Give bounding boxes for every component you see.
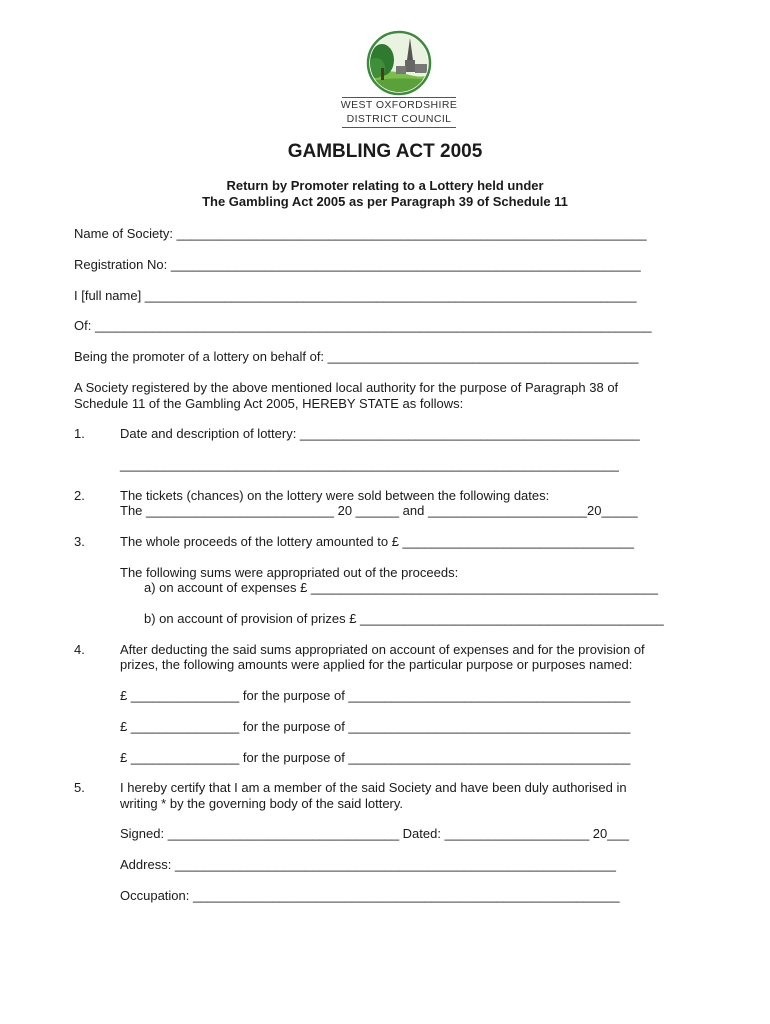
certification-line1: I hereby certify that I am a member of the said Society and have been duly authorised in xyxy=(120,780,627,795)
promoter-field[interactable]: Being the promoter of a lottery on behalf of: ___________________________________________ xyxy=(74,349,639,364)
item-number-1: 1. xyxy=(74,426,85,441)
statement-line2: Schedule 11 of the Gambling Act 2005, HEREBY STATE as follows: xyxy=(74,396,464,411)
council-emblem-icon xyxy=(366,30,432,96)
purpose-amount-field-1[interactable]: £ _______________ for the purpose of _______________________________________ xyxy=(120,688,631,703)
page-title: GAMBLING ACT 2005 xyxy=(287,141,483,162)
society-name-field[interactable]: Name of Society: _________________________________________________________________ xyxy=(74,226,647,241)
whole-proceeds-field[interactable]: The whole proceeds of the lottery amounted to £ ________________________________ xyxy=(120,534,634,549)
council-logo xyxy=(340,30,458,128)
ticket-dates-field[interactable]: The __________________________ 20 ______ and ______________________20_____ xyxy=(120,503,638,518)
statement-line1: A Society registered by the above mentioned local authority for the purpose of Paragraph 38 of xyxy=(74,380,619,395)
logo-text-line2: DISTRICT COUNCIL xyxy=(346,113,452,125)
logo-divider-bottom xyxy=(342,127,456,128)
address-of-field[interactable]: Of: _____________________________________________________________________________ xyxy=(74,318,652,333)
certification-line2: writing * by the governing body of the said lottery. xyxy=(120,796,404,811)
subtitle-line1: Return by Promoter relating to a Lottery held under xyxy=(226,178,544,193)
deduction-text-line2: prizes, the following amounts were applied for the particular purpose or purposes named: xyxy=(120,657,633,672)
tickets-sold-text: The tickets (chances) on the lottery were sold between the following dates: xyxy=(120,488,550,503)
signatory-address-field[interactable]: Address: _____________________________________________________________ xyxy=(120,857,616,872)
lottery-description-field[interactable]: Date and description of lottery: _______________________________________________ xyxy=(120,426,640,441)
registration-no-field[interactable]: Registration No: _________________________________________________________________ xyxy=(74,257,641,272)
lottery-description-continued[interactable]: _____________________________________________________________________ xyxy=(120,457,619,472)
expenses-field[interactable]: a) on account of expenses £ ________________________________________________ xyxy=(144,580,658,595)
purpose-amount-field-2[interactable]: £ _______________ for the purpose of _______________________________________ xyxy=(120,719,631,734)
deduction-text-line1: After deducting the said sums appropriated on account of expenses and for the provision of xyxy=(120,642,645,657)
purpose-amount-field-3[interactable]: £ _______________ for the purpose of _______________________________________ xyxy=(120,750,631,765)
logo-text-line1: WEST OXFORDSHIRE xyxy=(340,99,458,111)
signed-dated-field[interactable]: Signed: ________________________________ Dated: ____________________ 20___ xyxy=(120,826,629,841)
item-number-2: 2. xyxy=(74,488,85,503)
occupation-field[interactable]: Occupation: ___________________________________________________________ xyxy=(120,888,620,903)
prizes-field[interactable]: b) on account of provision of prizes £ __________________________________________ xyxy=(144,611,664,626)
subtitle-line2: The Gambling Act 2005 as per Paragraph 39 of Schedule 11 xyxy=(202,194,568,209)
item-number-5: 5. xyxy=(74,780,85,795)
item-number-4: 4. xyxy=(74,642,85,657)
item-number-3: 3. xyxy=(74,534,85,549)
full-name-field[interactable]: I [full name] ____________________________________________________________________ xyxy=(74,288,637,303)
appropriated-sums-text: The following sums were appropriated out of the proceeds: xyxy=(120,565,459,580)
